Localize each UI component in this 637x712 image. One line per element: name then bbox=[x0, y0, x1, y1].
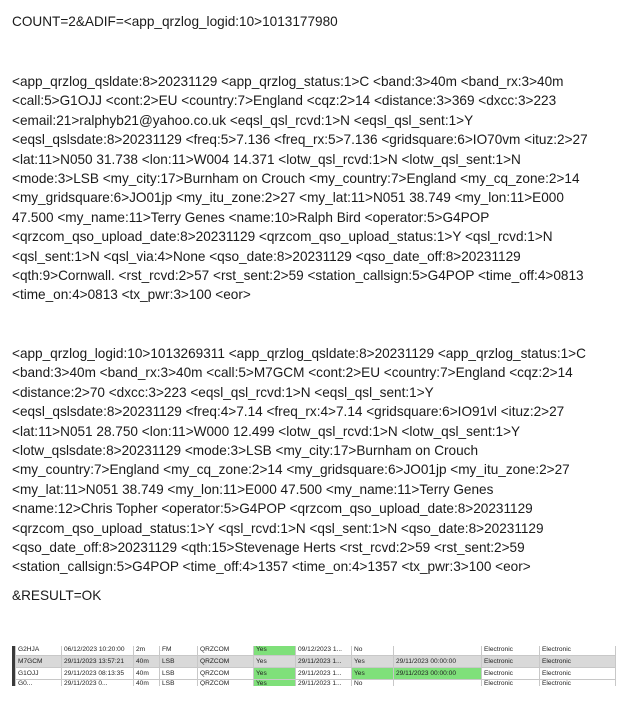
table-cell: 29/11/2023 13:57:21 bbox=[62, 656, 134, 668]
table-cell: Electronic bbox=[482, 656, 540, 668]
table-cell: Electronic bbox=[482, 680, 540, 687]
table-cell: Electronic bbox=[482, 646, 540, 656]
record-line: <station_callsign:5>G4POP <time_off:4>1357 <time_on:4>1357 <tx_pwr:3>100 <eor> bbox=[12, 559, 531, 575]
record-line: <email:21>ralphyb21@yahoo.co.uk <eqsl_qsl_rcvd:1>N <eqsl_qsl_sent:1>Y bbox=[12, 112, 474, 128]
record-line: <my_gridsquare:6>JO01jp <my_itu_zone:2>27 <my_lat:11>N051 38.749 <my_lon:11>E000 bbox=[12, 190, 564, 206]
table-row[interactable] bbox=[16, 656, 616, 668]
table-cell: LSB bbox=[160, 656, 198, 668]
table-cell: QRZCOM bbox=[198, 656, 254, 668]
record-line: <qrzcom_qso_upload_status:1>Y <qsl_rcvd:1>N <qsl_sent:1>N <qso_date:8>20231129 bbox=[12, 520, 544, 536]
record-line: <time_on:4>0813 <tx_pwr:3>100 <eor> bbox=[12, 287, 251, 303]
log-table bbox=[15, 646, 616, 686]
table-cell: G2HJA bbox=[16, 646, 62, 656]
table-cell: QRZCOM bbox=[198, 646, 254, 656]
record-line: <app_qrzlog_qsldate:8>20231129 <app_qrzlog_status:1>C <band:3>40m <band_rx:3>40m bbox=[12, 74, 564, 89]
table-cell: Yes bbox=[352, 668, 394, 680]
table-cell: FM bbox=[160, 646, 198, 656]
table-cell: 40m bbox=[134, 668, 160, 680]
record-line: <distance:2>70 <dxcc:3>223 <eqsl_qsl_rcvd:1>N <eqsl_qsl_sent:1>Y bbox=[12, 384, 434, 400]
record-line: <name:12>Chris Topher <operator:5>G4POP <qrzcom_qso_upload_date:8>20231129 bbox=[12, 501, 533, 517]
table-cell: 29/11/2023 1... bbox=[296, 680, 352, 687]
table-cell: Electronic bbox=[540, 668, 616, 680]
table-cell bbox=[394, 646, 482, 656]
record-line: <lat:11>N051 28.750 <lon:11>W000 12.499 <lotw_qsl_rcvd:1>N <lotw_qsl_sent:1>Y bbox=[12, 423, 521, 439]
record-line: <app_qrzlog_logid:10>1013269311 <app_qrzlog_qsldate:8>20231129 <app_qrzlog_status:1>C bbox=[12, 346, 586, 361]
record-line: <qso_date_off:8>20231129 <qth:15>Stevenage Herts <rst_rcvd:2>59 <rst_sent:2>59 bbox=[12, 540, 525, 556]
record-line: <band:3>40m <band_rx:3>40m <call:5>M7GCM <cont:2>EU <country:7>England <cqz:2>14 bbox=[12, 365, 573, 381]
table-cell: No bbox=[352, 680, 394, 687]
table-cell: 29/11/2023 00:00:00 bbox=[394, 656, 482, 668]
table-cell: LSB bbox=[160, 668, 198, 680]
table-cell: Yes bbox=[254, 646, 296, 656]
record-line: <qth:9>Cornwall. <rst_rcvd:2>57 <rst_sent:2>59 <station_callsign:5>G4POP <time_off:4>0813 bbox=[12, 268, 584, 284]
record-line: <eqsl_qslsdate:8>20231129 <freq:5>7.136 <freq_rx:5>7.136 <gridsquare:6>IO70vm <ituz:2>27 bbox=[12, 132, 588, 148]
table-row[interactable] bbox=[16, 646, 616, 656]
table-cell: Yes bbox=[352, 656, 394, 668]
record-line: <mode:3>LSB <my_city:17>Burnham on Crouch <my_country:7>England <my_cq_zone:2>14 bbox=[12, 171, 580, 187]
record-line: 47.500 <my_name:11>Terry Genes <name:10>Ralph Bird <operator:5>G4POP bbox=[12, 209, 490, 225]
record-line: <qrzcom_qso_upload_date:8>20231129 <qrzcom_qso_upload_status:1>Y <qsl_rcvd:1>N bbox=[12, 229, 553, 245]
table-cell bbox=[394, 680, 482, 687]
table-cell: 29/11/2023 1... bbox=[296, 656, 352, 668]
table-cell: QRZCOM bbox=[198, 680, 254, 687]
table-row[interactable] bbox=[16, 668, 616, 680]
adif-record-2 bbox=[12, 344, 632, 577]
record-line: <my_country:7>England <my_cq_zone:2>14 <my_gridsquare:6>JO01jp <my_itu_zone:2>27 bbox=[12, 462, 570, 478]
table-cell: G0... bbox=[16, 680, 62, 687]
record-line: <my_lat:11>N051 38.749 <my_lon:11>E000 47.500 <my_name:11>Terry Genes bbox=[12, 481, 494, 497]
table-cell: 29/11/2023 08:13:35 bbox=[62, 668, 134, 680]
table-cell: 29/11/2023 1... bbox=[296, 668, 352, 680]
table-cell: 2m bbox=[134, 646, 160, 656]
table-cell: Electronic bbox=[540, 646, 616, 656]
table-cell: G1OJJ bbox=[16, 668, 62, 680]
adif-record-1 bbox=[12, 72, 632, 305]
table-cell: No bbox=[352, 646, 394, 656]
record-line: <lat:11>N050 31.738 <lon:11>W004 14.371 <lotw_qsl_rcvd:1>N <lotw_qsl_sent:1>N bbox=[12, 151, 521, 167]
result-line bbox=[12, 586, 632, 605]
log-table-screenshot bbox=[12, 646, 617, 686]
table-cell: 40m bbox=[134, 680, 160, 687]
table-cell: Yes bbox=[254, 668, 296, 680]
table-cell: M7GCM bbox=[16, 656, 62, 668]
record-line: <eqsl_qslsdate:8>20231129 <freq:4>7.14 <freq_rx:4>7.14 <gridsquare:6>IO91vl <ituz:2>27 bbox=[12, 404, 565, 420]
table-cell: QRZCOM bbox=[198, 668, 254, 680]
table-cell: Electronic bbox=[540, 680, 616, 687]
record-line: <lotw_qslsdate:8>20231129 <mode:3>LSB <my_city:17>Burnham on Crouch bbox=[12, 443, 479, 459]
result-text: &RESULT=OK bbox=[12, 588, 102, 603]
table-cell: Electronic bbox=[540, 656, 616, 668]
table-cell: Yes bbox=[254, 680, 296, 687]
header-text: COUNT=2&ADIF=<app_qrzlog_logid:10>1013177980 bbox=[12, 14, 338, 29]
table-cell: 29/11/2023 0... bbox=[62, 680, 134, 687]
record-line: <qsl_sent:1>N <qsl_via:4>None <qso_date:8>20231129 <qso_date_off:8>20231129 bbox=[12, 248, 521, 264]
table-cell: Electronic bbox=[482, 668, 540, 680]
adif-header-line bbox=[12, 12, 632, 31]
table-cell: 09/12/2023 1... bbox=[296, 646, 352, 656]
record-line: <call:5>G1OJJ <cont:2>EU <country:7>England <cqz:2>14 <distance:3>369 <dxcc:3>223 bbox=[12, 93, 557, 109]
table-cell: Yes bbox=[254, 656, 296, 668]
table-cell: 06/12/2023 10:20:00 bbox=[62, 646, 134, 656]
table-cell: LSB bbox=[160, 680, 198, 687]
table-cell: 40m bbox=[134, 656, 160, 668]
table-cell: 29/11/2023 00:00:00 bbox=[394, 668, 482, 680]
table-row[interactable] bbox=[16, 680, 616, 687]
